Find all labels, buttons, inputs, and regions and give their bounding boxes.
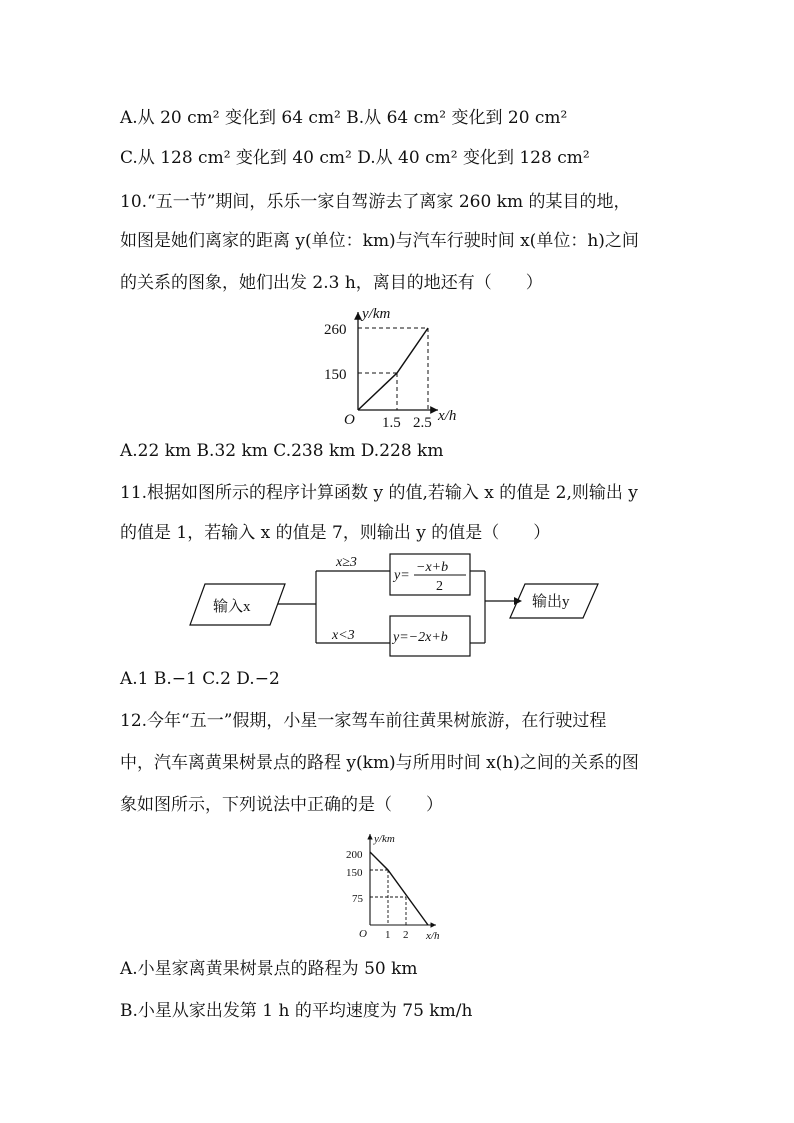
q10-origin-label: O [344,412,355,428]
q10-options: A.22 km B.32 km C.238 km D.228 km [120,441,444,461]
q11-formula-bottom: y=−2x+b [393,630,448,645]
q10-y-tick-260: 260 [324,322,347,338]
q10-x-axis-label: x/h [438,408,457,424]
q12-graph-line [370,852,428,925]
q10-stem-line-2: 如图是她们离家的距离 y(单位：km)与汽车行驶时间 x(单位：h)之间 [120,231,639,251]
q9-options-line-1: A.从 20 cm² 变化到 64 cm² B.从 64 cm² 变化到 20 cm² [120,108,568,128]
q10-stem-line-3: 的关系的图象，她们出发 2.3 h，离目的地还有（ ） [120,273,543,293]
q11-condition-bottom: x<3 [332,628,355,643]
q10-x-tick-1.5: 1.5 [382,415,401,431]
q12-option-b: B.小星从家出发第 1 h 的平均速度为 75 km/h [120,1001,473,1021]
q12-origin-label: O [359,928,367,940]
q11-input-label: 输入x [213,599,251,615]
q12-y-tick-150: 150 [346,867,363,879]
q11-output-box [510,584,598,618]
q12-y-tick-200: 200 [346,849,363,861]
q11-formula-top-numerator: −x+b [416,560,449,575]
q12-option-a: A.小星家离黄果树景点的路程为 50 km [120,959,418,979]
q11-output-label: 输出y [532,594,570,610]
q11-stem-line-1: 11.根据如图所示的程序计算函数 y 的值,若输入 x 的值是 2,则输出 y [120,483,638,503]
q12-y-tick-75: 75 [352,893,363,905]
q12-x-axis-label: x/h [426,930,440,942]
q12-stem-line-3: 象如图所示，下列说法中正确的是（ ） [120,795,443,815]
q10-x-tick-2.5: 2.5 [413,415,432,431]
q12-x-tick-2: 2 [403,929,409,941]
q11-options: A.1 B.−1 C.2 D.−2 [120,669,280,689]
q10-y-tick-150: 150 [324,367,347,383]
q10-graph-line [358,328,428,410]
q11-stem-line-2: 的值是 1，若输入 x 的值是 7，则输出 y 的值是（ ） [120,523,551,543]
q11-formula-box-top [390,554,470,595]
q9-options-line-2: C.从 128 cm² 变化到 40 cm² D.从 40 cm² 变化到 128 cm² [120,148,590,168]
q11-condition-top: x≥3 [336,555,357,570]
q11-formula-top-prefix: y= [394,568,410,583]
q11-input-box [190,584,285,625]
q11-formula-box-bottom [390,616,470,656]
q11-formula-top-denominator: 2 [436,579,443,594]
q12-stem-line-1: 12.今年“五一”假期，小星一家驾车前往黄果树旅游，在行驶过程 [120,711,607,731]
q10-stem-line-1: 10.“五一节”期间，乐乐一家自驾游去了离家 260 km 的某目的地， [120,192,631,212]
q10-y-axis-label: y/km [362,306,391,322]
q12-x-tick-1: 1 [385,929,391,941]
q12-y-axis-label: y/km [374,833,395,845]
q12-stem-line-2: 中，汽车离黄果树景点的路程 y(km)与所用时间 x(h)之间的关系的图 [120,753,639,773]
